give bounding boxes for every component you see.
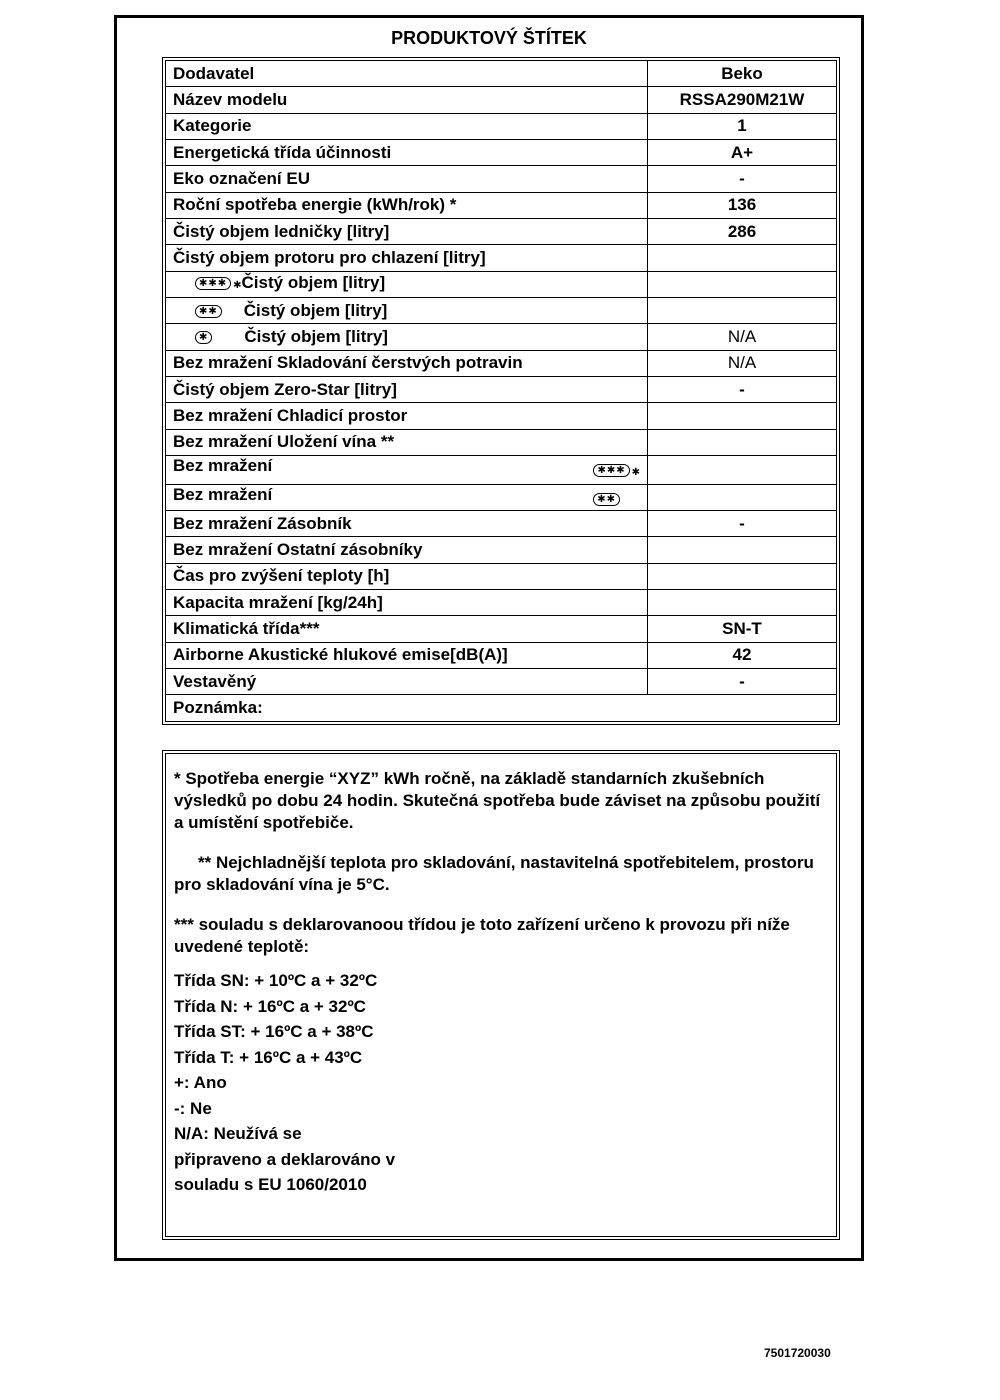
row-value — [648, 298, 837, 324]
row-value: Beko — [648, 61, 837, 87]
row-label-with-symbol — [166, 298, 648, 324]
row-value: - — [648, 166, 837, 192]
row-label: Kapacita mražení [kg/24h] — [166, 589, 648, 615]
one-star-freezer-icon: ✱ — [195, 331, 212, 344]
table-row — [166, 563, 837, 589]
row-label: Čistý objem Zero-Star [litry] — [166, 377, 648, 403]
footnotes-wrapper — [162, 750, 840, 1240]
row-value — [648, 537, 837, 563]
three-star-freezer-icon: ✱✱✱ — [593, 464, 629, 477]
table-row — [166, 377, 837, 403]
table-row — [166, 403, 837, 429]
row-value: 136 — [648, 192, 837, 218]
legend-na: N/A: Neužívá se — [174, 1124, 302, 1143]
row-label: Čistý objem [litry] — [241, 272, 386, 292]
row-label: Bez mražení Skladování čerstvých potravin — [166, 350, 648, 376]
row-label: Bez mražení — [173, 485, 273, 505]
table-row — [166, 456, 837, 484]
row-label-with-symbol — [166, 271, 648, 297]
row-value — [648, 563, 837, 589]
table-row — [166, 192, 837, 218]
row-label: Energetická třída účinnosti — [166, 140, 648, 166]
table-row — [166, 324, 837, 350]
table-row — [166, 537, 837, 563]
table-row — [166, 113, 837, 139]
three-star-freezer-icon: ✱✱✱ — [195, 277, 231, 290]
footnote-wine: ** Nejchladnější teplota pro skladování, nastavitelná spotřebitelem, prostoru pro skladování vína je 5°C. — [174, 853, 814, 894]
row-value: 286 — [648, 219, 837, 245]
row-value: N/A — [648, 324, 837, 350]
legend-declared: připraveno a deklarováno v — [174, 1149, 396, 1169]
specs-table-wrapper — [162, 57, 840, 725]
table-row — [166, 668, 837, 694]
label-title: PRODUKTOVÝ ŠTÍTEK — [391, 28, 587, 48]
table-row — [166, 298, 837, 324]
table-row — [166, 642, 837, 668]
row-label: Klimatická třída*** — [166, 616, 648, 642]
row-label: Kategorie — [166, 113, 648, 139]
table-row — [166, 140, 837, 166]
row-value — [648, 484, 837, 510]
table-row — [166, 484, 837, 510]
legend-yes: +: Ano — [174, 1073, 227, 1092]
row-label: Vestavěný — [166, 668, 648, 694]
row-label-with-symbol — [166, 484, 648, 510]
legend-regulation: souladu s EU 1060/2010 — [174, 1175, 367, 1194]
table-row — [166, 166, 837, 192]
row-label-with-symbol — [166, 456, 648, 484]
row-label: Čistý objem ledničky [litry] — [166, 219, 648, 245]
table-row — [166, 350, 837, 376]
row-value — [648, 589, 837, 615]
row-label: Roční spotřeba energie (kWh/rok) * — [166, 192, 648, 218]
climate-class-sn: Třída SN: + 10ºC a + 32ºC — [174, 971, 378, 990]
row-label: Dodavatel — [166, 61, 648, 87]
note-label: Poznámka: — [166, 695, 837, 722]
row-value: A+ — [648, 140, 837, 166]
row-value: 1 — [648, 113, 837, 139]
row-label: Čistý objem protoru pro chlazení [litry] — [166, 245, 648, 271]
footnote-energy: * Spotřeba energie “XYZ” kWh ročně, na základě standarních zkušebních výsledků po dobu 24 hodin. Skutečná spotřeba bude záviset na způsobu použití a umístění spotřebiče. — [174, 769, 821, 832]
row-value: - — [648, 668, 837, 694]
table-row — [166, 616, 837, 642]
star-extra-icon: ✱ — [631, 467, 640, 479]
table-row — [166, 245, 837, 271]
row-label: Bez mražení Chladicí prostor — [166, 403, 648, 429]
row-value — [648, 429, 837, 455]
row-label: Název modelu — [166, 87, 648, 113]
table-row — [166, 61, 837, 87]
row-label: Bez mražení Ostatní zásobníky — [166, 537, 648, 563]
table-row — [166, 510, 837, 536]
row-label: Eko označení EU — [166, 166, 648, 192]
table-row — [166, 219, 837, 245]
row-value: - — [648, 510, 837, 536]
table-row — [166, 695, 837, 722]
footnote-climate: *** souladu s deklarovanoou třídou je toto zařízení určeno k provozu při níže uvedené teplotě: — [174, 915, 790, 956]
footnotes — [165, 753, 837, 1237]
row-label-with-symbol — [166, 324, 648, 350]
row-value: - — [648, 377, 837, 403]
document-code: 7501720030 — [764, 1346, 831, 1360]
row-label: Bez mražení — [173, 456, 273, 476]
row-value — [648, 245, 837, 271]
row-label: Čistý objem [litry] — [244, 327, 388, 347]
row-label: Čistý objem [litry] — [243, 300, 388, 320]
row-value: 42 — [648, 642, 837, 668]
row-label: Bez mražení Uložení vína ** — [166, 429, 648, 455]
product-label-frame — [114, 15, 864, 1261]
climate-class-n: Třída N: + 16ºC a + 32ºC — [174, 996, 366, 1016]
climate-class-t: Třída T: + 16ºC a + 43ºC — [174, 1047, 363, 1067]
row-value: SN-T — [648, 616, 837, 642]
star-extra-icon: ✱ — [233, 279, 242, 291]
row-value — [648, 456, 837, 484]
row-value — [648, 403, 837, 429]
row-value: RSSA290M21W — [648, 87, 837, 113]
row-value: N/A — [648, 350, 837, 376]
table-row — [166, 429, 837, 455]
row-value — [648, 271, 837, 297]
two-star-freezer-icon: ✱✱ — [195, 305, 222, 318]
table-row — [166, 87, 837, 113]
legend-no: -: Ne — [174, 1098, 212, 1118]
specs-table — [165, 60, 837, 722]
row-label: Bez mražení Zásobník — [166, 510, 648, 536]
climate-class-st: Třída ST: + 16ºC a + 38ºC — [174, 1022, 374, 1041]
two-star-freezer-icon: ✱✱ — [593, 493, 620, 506]
table-row — [166, 589, 837, 615]
row-label: Čas pro zvýšení teploty [h] — [166, 563, 648, 589]
row-label: Airborne Akustické hlukové emise[dB(A)] — [166, 642, 648, 668]
table-row — [166, 271, 837, 297]
